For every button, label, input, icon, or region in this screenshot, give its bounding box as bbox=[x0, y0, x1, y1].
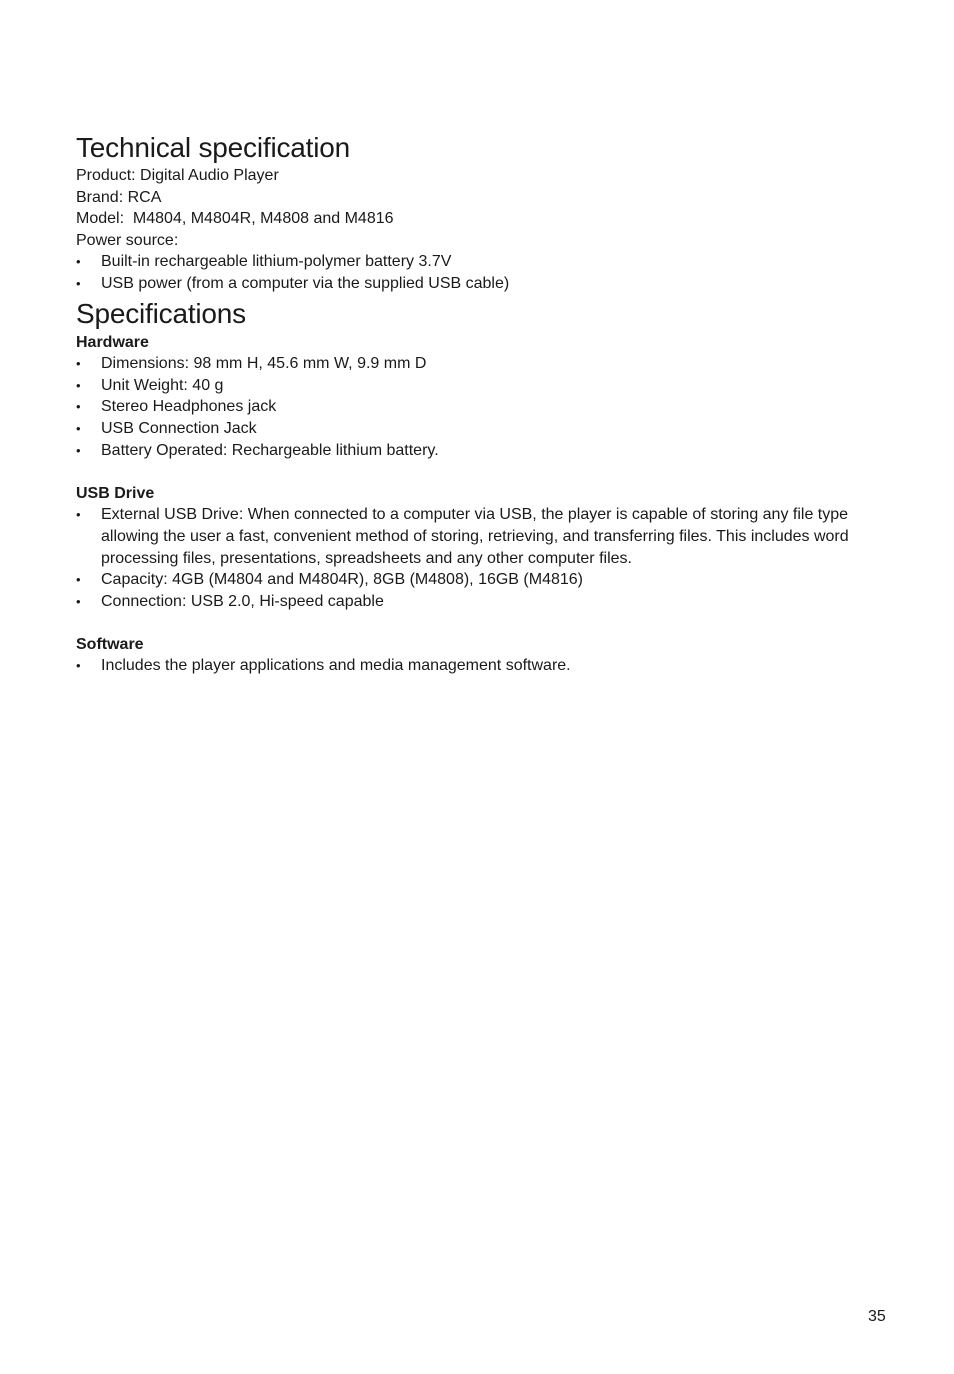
specifications-heading: Specifications bbox=[76, 297, 246, 329]
list-item bbox=[76, 418, 896, 440]
list-item-text: Includes the player applications and media management software. bbox=[101, 657, 571, 675]
product-line: Product: Digital Audio Player bbox=[76, 167, 279, 184]
document-page bbox=[76, 128, 896, 677]
list-item-text: USB Connection Jack bbox=[101, 419, 257, 437]
list-item-text: Built-in rechargeable lithium-polymer battery 3.7V bbox=[101, 253, 452, 271]
list-item-text: Dimensions: 98 mm H, 45.6 mm W, 9.9 mm D bbox=[101, 355, 427, 373]
bullet-icon: • bbox=[76, 377, 81, 393]
bullet-icon: • bbox=[76, 442, 81, 458]
list-item-text: Battery Operated: Rechargeable lithium battery. bbox=[101, 441, 439, 459]
bullet-icon: • bbox=[76, 658, 81, 674]
brand-line: Brand: RCA bbox=[76, 188, 162, 206]
page-number: 35 bbox=[868, 1308, 886, 1325]
list-item-text: Connection: USB 2.0, Hi-speed capable bbox=[101, 592, 384, 610]
power-source-list bbox=[76, 251, 896, 294]
software-subheading: Software bbox=[76, 635, 144, 653]
list-item bbox=[76, 569, 896, 591]
list-item bbox=[76, 396, 896, 418]
usb-drive-list bbox=[76, 504, 896, 612]
technical-specification-heading: Technical specification bbox=[76, 132, 350, 163]
list-item bbox=[76, 375, 896, 397]
list-item bbox=[76, 591, 896, 613]
software-list bbox=[76, 655, 896, 677]
list-item bbox=[76, 251, 896, 273]
list-item-text: External USB Drive: When connected to a computer via USB, the player is capable of storing any file type allowing the user a fast, convenient method of storing, retrieving, and transferring files. This includes word processing files, presentations, spreadsheets and any other computer files. bbox=[101, 506, 849, 567]
list-item-text: Stereo Headphones jack bbox=[101, 398, 277, 416]
bullet-icon: • bbox=[76, 275, 81, 291]
bullet-icon: • bbox=[76, 254, 81, 270]
usb-drive-subheading: USB Drive bbox=[76, 484, 155, 502]
list-item-text: Unit Weight: 40 g bbox=[101, 376, 224, 394]
list-item bbox=[76, 273, 896, 295]
list-item bbox=[76, 440, 896, 462]
bullet-icon: • bbox=[76, 356, 81, 372]
bullet-icon: • bbox=[76, 399, 81, 415]
bullet-icon: • bbox=[76, 420, 81, 436]
spacer bbox=[76, 612, 896, 634]
list-item bbox=[76, 353, 896, 375]
list-item bbox=[76, 504, 896, 569]
list-item-text: Capacity: 4GB (M4804 and M4804R), 8GB (M4808), 16GB (M4816) bbox=[101, 571, 583, 589]
hardware-list bbox=[76, 353, 896, 461]
power-source-line: Power source: bbox=[76, 231, 179, 249]
hardware-subheading: Hardware bbox=[76, 333, 149, 351]
list-item-text: USB power (from a computer via the supplied USB cable) bbox=[101, 274, 510, 292]
bullet-icon: • bbox=[76, 507, 81, 523]
model-line: Model: M4804, M4804R, M4808 and M4816 bbox=[76, 210, 394, 228]
list-item bbox=[76, 655, 896, 677]
spacer bbox=[76, 461, 896, 483]
bullet-icon: • bbox=[76, 593, 81, 609]
bullet-icon: • bbox=[76, 572, 81, 588]
